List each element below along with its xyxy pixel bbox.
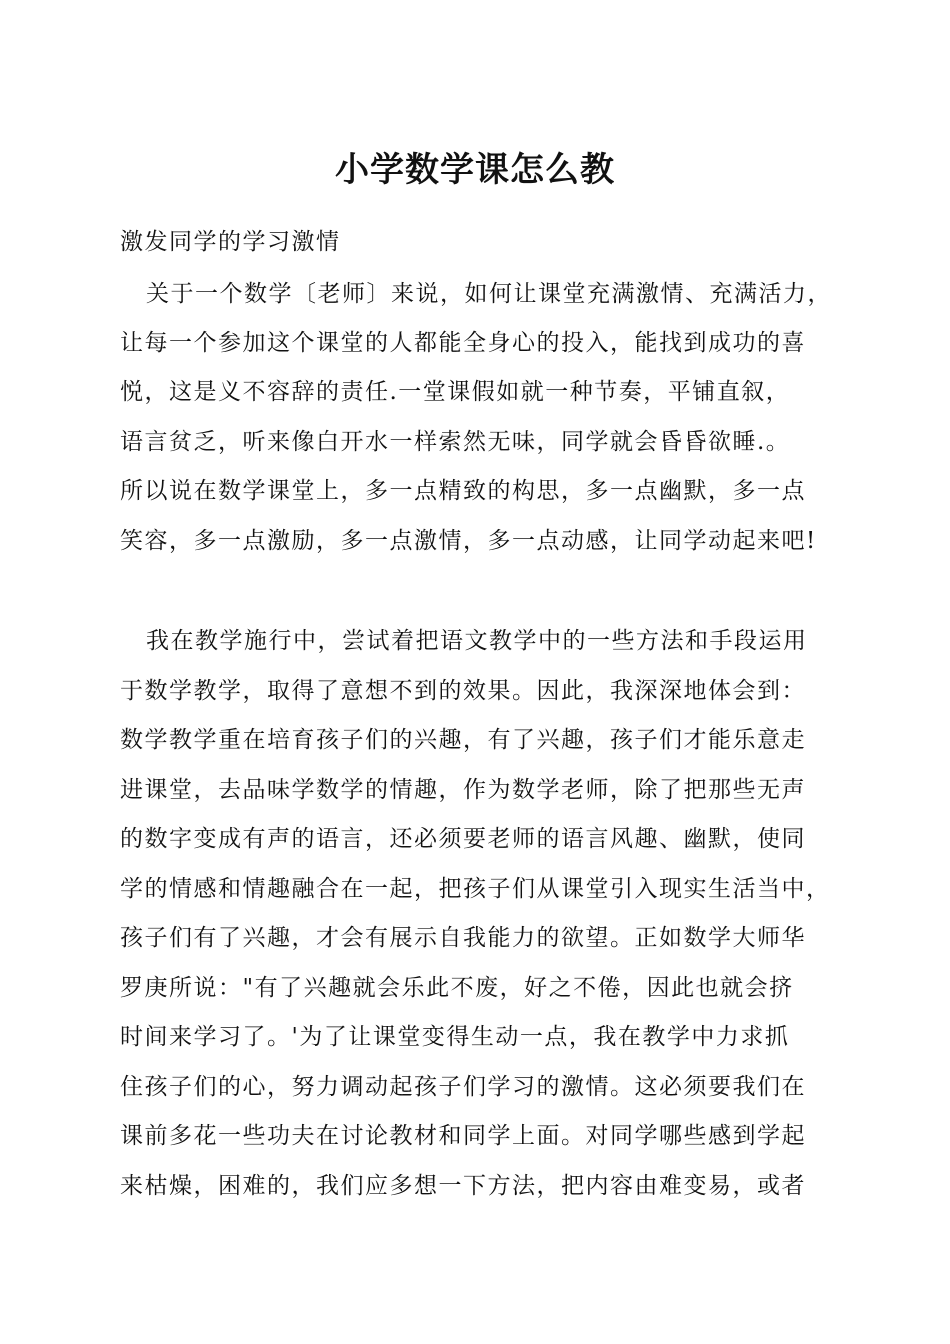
section-heading: 激发同学的学习激情 [120, 229, 341, 255]
paragraph2-line: 住孩子们的心，努力调动起孩子们学习的激情。这必须要我们在 [120, 1074, 806, 1100]
document-title: 小学数学课怎么教 [335, 150, 615, 190]
paragraph1-line: 语言贫乏，听来像白开水一样索然无味，同学就会昏昏欲睡.。 [120, 429, 791, 455]
paragraph2-line: 学的情感和情趣融合在一起，把孩子们从课堂引入现实生活当中， [120, 876, 831, 902]
paragraph2-line: 进课堂，去品味学数学的情趣，作为数学老师，除了把那些无声 [120, 777, 806, 803]
paragraph2-line: 孩子们有了兴趣，才会有展示自我能力的欲望。正如数学大师华 [120, 925, 806, 951]
paragraph2-line: 的数字变成有声的语言，还必须要老师的语言风趣、幽默，使同 [120, 826, 806, 852]
paragraph2-line: 时间来学习了。'为了让课堂变得生动一点，我在教学中力求抓 [120, 1024, 790, 1050]
paragraph2-line: 数学教学重在培育孩子们的兴趣，有了兴趣，孩子们才能乐意走 [120, 727, 806, 753]
paragraph2-line: 来枯燥，困难的，我们应多想一下方法，把内容由难变易，或者 [120, 1173, 806, 1199]
paragraph1-line: 关于一个数学〔老师〕来说，如何让课堂充满激情、充满活力， [146, 281, 832, 307]
paragraph1-line: 笑容，多一点激励，多一点激情，多一点动感，让同学动起来吧! [120, 528, 817, 554]
paragraph1-line: 悦，这是义不容辞的责任.一堂课假如就一种节奏，平铺直叙， [120, 379, 791, 405]
paragraph2-line: 我在教学施行中，尝试着把语文教学中的一些方法和手段运用 [146, 628, 808, 654]
paragraph2-line: 于数学教学，取得了意想不到的效果。因此，我深深地体会到： [120, 678, 806, 704]
paragraph1-line: 所以说在数学课堂上，多一点精致的构思，多一点幽默，多一点 [120, 478, 806, 504]
paragraph2-line: 课前多花一些功夫在讨论教材和同学上面。对同学哪些感到学起 [120, 1123, 806, 1149]
paragraph2-line: 罗庚所说："有了兴趣就会乐此不废，好之不倦，因此也就会挤 [120, 975, 794, 1001]
paragraph1-line: 让每一个参加这个课堂的人都能全身心的投入，能找到成功的喜 [120, 330, 806, 356]
